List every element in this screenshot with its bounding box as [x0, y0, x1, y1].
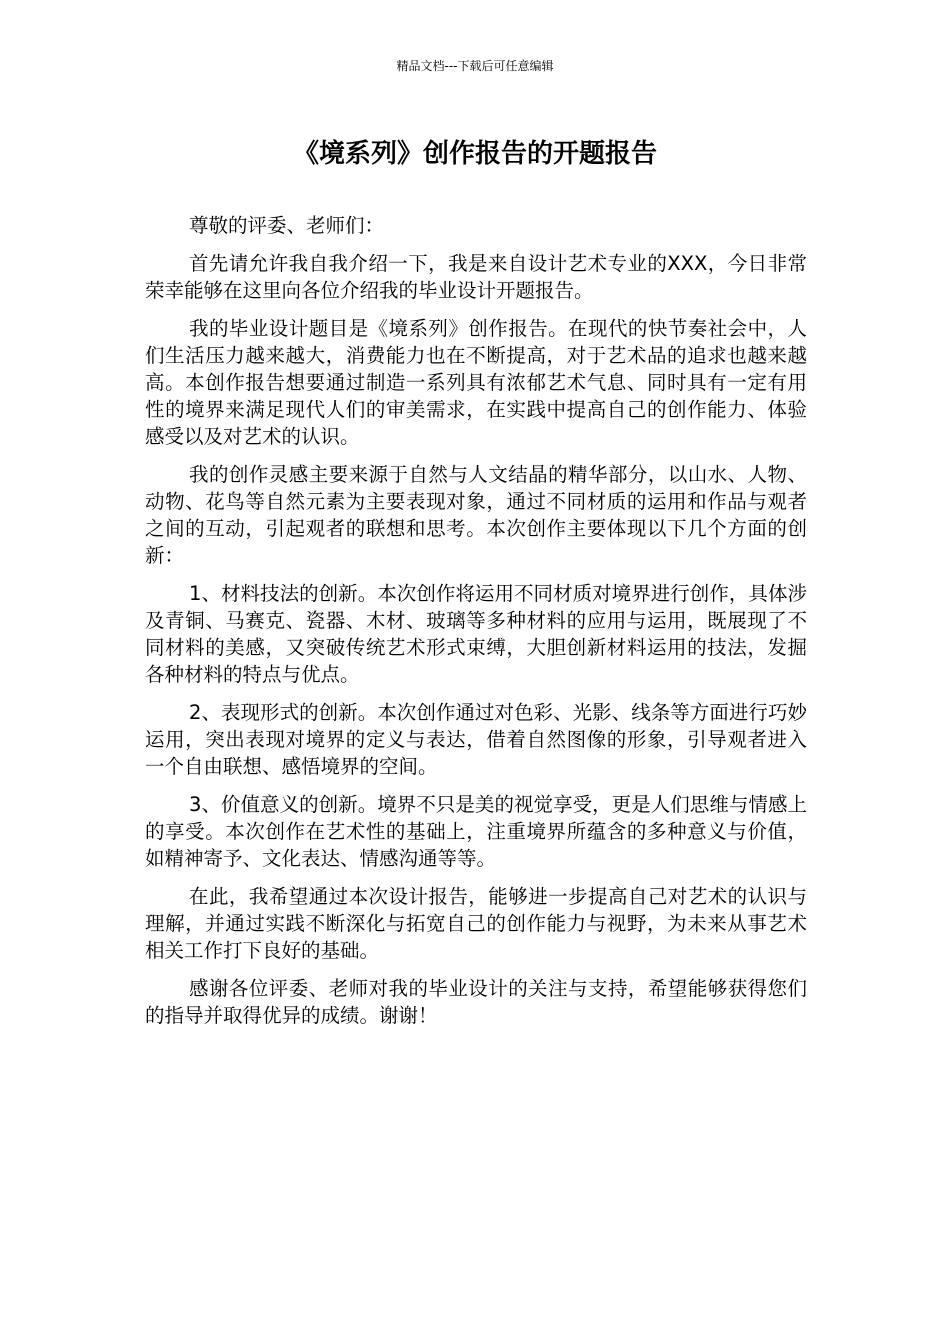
paragraph-innovation-form: 2、表现形式的创新。本次创作通过对色彩、光影、线条等方面进行巧妙运用，突出表现对境界的定义与表达，借着自然图像的形象，引导观者进入一个自由联想、感悟境界的空间。 [145, 701, 807, 778]
document-title: 《境系列》创作报告的开题报告 [292, 139, 657, 169]
document-body [145, 212, 807, 1040]
paragraph-salutation: 尊敬的评委、老师们： [189, 214, 385, 237]
paragraph-goal: 在此，我希望通过本次设计报告，能够进一步提高自己对艺术的认识与理解，并通过实践不断深化与拓宽自己的创作能力与视野，为未来从事艺术相关工作打下良好的基础。 [145, 885, 807, 962]
paragraph-inspiration: 我的创作灵感主要来源于自然与人文结晶的精华部分，以山水、人物、动物、花鸟等自然元素为主要表现对象，通过不同材质的运用和作品与观者之间的互动，引起观者的联想和思考。本次创作主要体现以下几个方面的创新： [145, 463, 807, 567]
paragraph-innovation-materials: 1、材料技法的创新。本次创作将运用不同材质对境界进行创作，具体涉及青铜、马赛克、瓷器、木材、玻璃等多种材料的应用与运用，既展现了不同材料的美感，又突破传统艺术形式束缚，大胆创新材料运用的技法，发掘各种材料的特点与优点。 [145, 582, 807, 686]
header-note: 精品文档---下载后可任意编辑 [396, 59, 554, 73]
paragraph-innovation-value: 3、价值意义的创新。境界不只是美的视觉享受，更是人们思维与情感上的享受。本次创作在艺术性的基础上，注重境界所蕴含的多种意义与价值，如精神寄予、文化表达、情感沟通等等。 [145, 793, 807, 870]
paragraph-topic: 我的毕业设计题目是《境系列》创作报告。在现代的快节奏社会中，人们生活压力越来越大，消费能力也在不断提高，对于艺术品的追求也越来越高。本创作报告想要通过制造一系列具有浓郁艺术气息、同时具有一定有用性的境界来满足现代人们的审美需求，在实践中提高自己的创作能力、体验感受以及对艺术的认识。 [145, 317, 807, 448]
paragraph-introduction: 首先请允许我自我介绍一下，我是来自设计艺术专业的XXX，今日非常荣幸能够在这里向各位介绍我的毕业设计开题报告。 [145, 252, 807, 302]
paragraph-thanks: 感谢各位评委、老师对我的毕业设计的关注与支持，希望能够获得您们的指导并取得优异的成绩。谢谢！ [145, 977, 807, 1027]
